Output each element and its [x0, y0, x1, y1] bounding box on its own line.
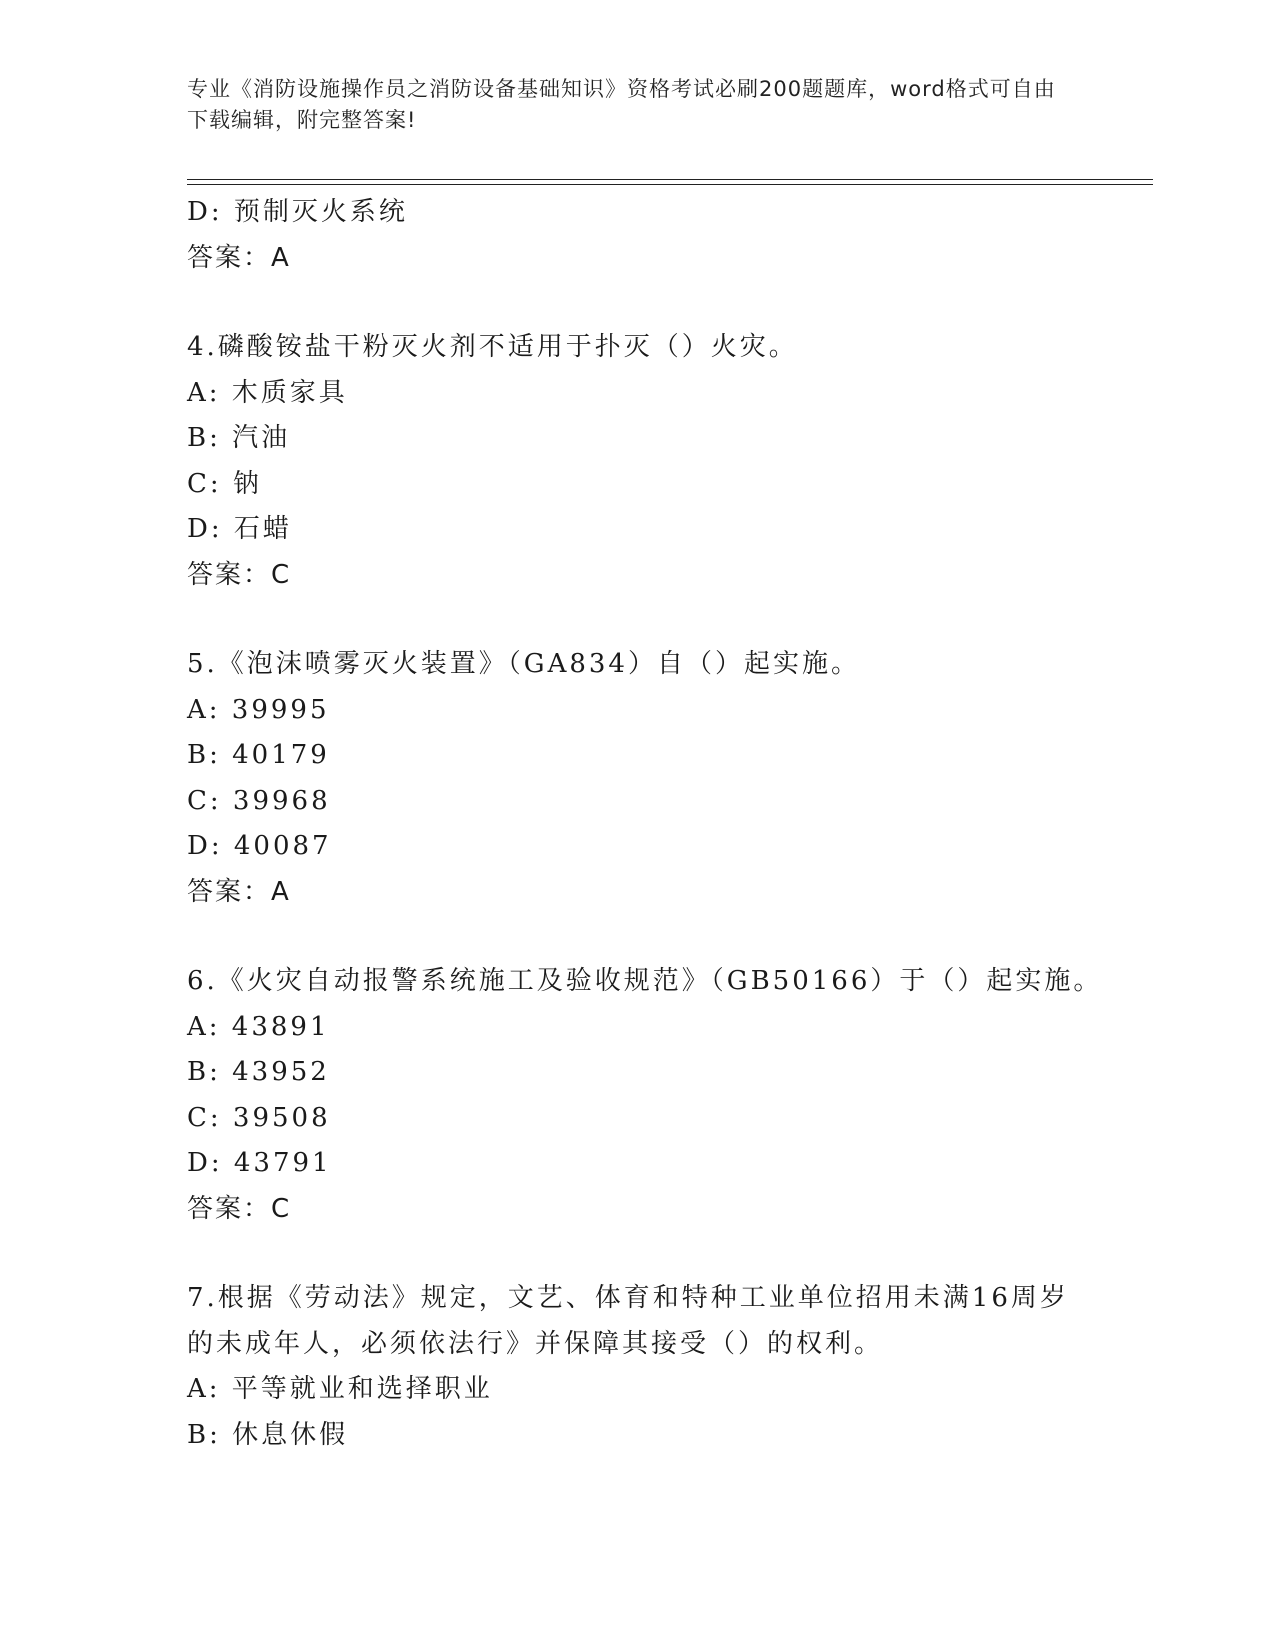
question-5: 5.《泡沫喷雾灭火装置》（GA834）自（）起实施。: [187, 649, 860, 679]
option-d: D: 43791: [187, 1148, 332, 1178]
question-6: 6.《火灾自动报警系统施工及验收规范》（GB50166）于（）起实施。: [187, 966, 1103, 996]
document-header: 专业《消防设施操作员之消防设备基础知识》资格考试必刷200题题库，word格式可自由下载编辑，附完整答案!: [187, 77, 1056, 132]
option-a: A: 平等就业和选择职业: [187, 1374, 493, 1404]
option-b: B: 休息休假: [187, 1419, 349, 1450]
option-d: D: 石蜡: [187, 514, 292, 544]
option-c: C: 39508: [187, 1102, 331, 1133]
question-7-line-2: 的未成年人，必须依法行》并保障其接受（）的权利。: [187, 1328, 884, 1359]
option-a: A: 木质家具: [187, 377, 348, 408]
answer-line: 答案：A: [187, 242, 291, 273]
answer-line: 答案：A: [187, 876, 291, 907]
header-rule-bottom: [187, 184, 1153, 185]
option-b: B: 汽油: [187, 423, 291, 453]
option-c: C: 钠: [187, 468, 262, 499]
option-a: A: 39995: [187, 694, 330, 725]
question-4: 4.磷酸铵盐干粉灭火剂不适用于扑灭（）火灾。: [187, 332, 798, 362]
option-a: A: 43891: [187, 1011, 330, 1042]
option-b: B: 40179: [187, 740, 330, 770]
question-7-line-1: 7.根据《劳动法》规定，文艺、体育和特种工业单位招用未满16周岁: [187, 1283, 1069, 1313]
option-d: D: 预制灭火系统: [187, 197, 408, 227]
header-rule-top: [187, 179, 1153, 180]
answer-line: 答案：C: [187, 559, 292, 590]
question-list: [187, 190, 1103, 1458]
option-c: C: 39968: [187, 785, 331, 816]
option-b: B: 43952: [187, 1057, 330, 1087]
answer-line: 答案：C: [187, 1193, 292, 1224]
option-d: D: 40087: [187, 831, 332, 861]
